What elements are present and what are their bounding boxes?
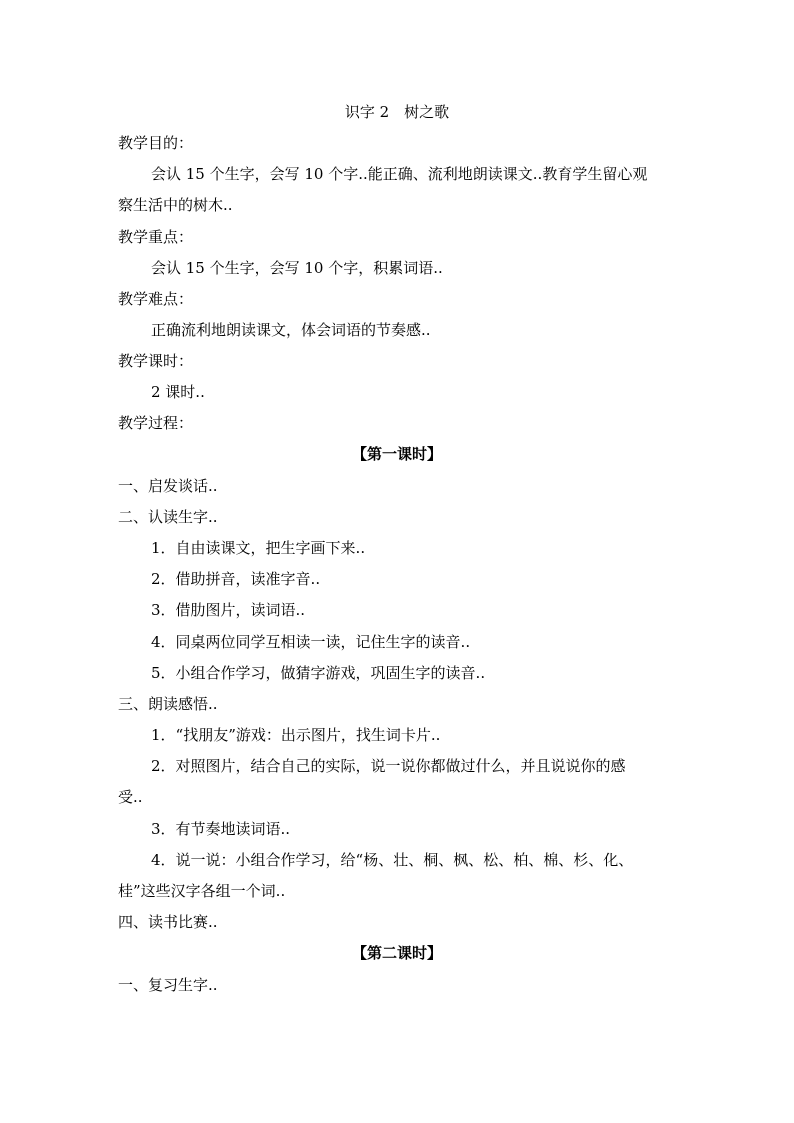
list-item: 5．小组合作学习，做猜字游戏，巩固生字的读音.. [151,664,486,682]
lesson1-step3: 三、朗读感悟.. [118,695,218,713]
list-item: 4．同桌两位同学互相读一读，记住生字的读音.. [151,633,471,651]
objectives-text-line2: 察生活中的树木.. [118,196,233,214]
difficulties-text: 正确流利地朗读课文，体会词语的节奏感.. [151,321,431,339]
difficulties-label: 教学难点： [118,290,194,308]
lesson1-step4: 四、读书比赛.. [118,913,218,931]
document-title: 识字 2 树之歌 [344,103,450,121]
list-item: 1．“找朋友”游戏：出示图片，找生词卡片.. [151,726,441,744]
lesson1-step2: 二、认读生字.. [118,508,218,526]
objectives-label: 教学目的： [118,134,194,152]
lesson2-heading: 【第二课时】 [351,944,442,962]
hours-label: 教学课时： [118,352,194,370]
lesson1-heading: 【第一课时】 [351,445,442,463]
lesson1-step1: 一、启发谈话.. [118,477,218,495]
list-item-continuation: 桂”这些汉字各组一个词.. [118,882,286,900]
objectives-text-line1: 会认 15 个生字，会写 10 个字..能正确、流利地朗读课文..教育学生留心观 [151,165,648,183]
lesson2-step1: 一、复习生字.. [118,976,218,994]
list-item: 2．对照图片，结合自己的实际，说一说你都做过什么，并且说说你的感 [151,757,626,775]
process-label: 教学过程： [118,414,194,432]
list-item-continuation: 受.. [118,788,143,806]
list-item: 2．借助拼音，读准字音.. [151,570,321,588]
key-points-label: 教学重点： [118,228,194,246]
hours-text: 2 课时.. [151,383,205,401]
list-item: 3．借肋图片，读词语.. [151,601,306,619]
list-item: 4．说一说：小组合作学习，给“杨、壮、桐、枫、松、柏、棉、杉、化、 [151,851,634,869]
key-points-text: 会认 15 个生字，会写 10 个字，积累词语.. [151,259,443,277]
list-item: 3．有节奏地读词语.. [151,820,291,838]
list-item: 1．自由读课文，把生字画下来.. [151,539,366,557]
